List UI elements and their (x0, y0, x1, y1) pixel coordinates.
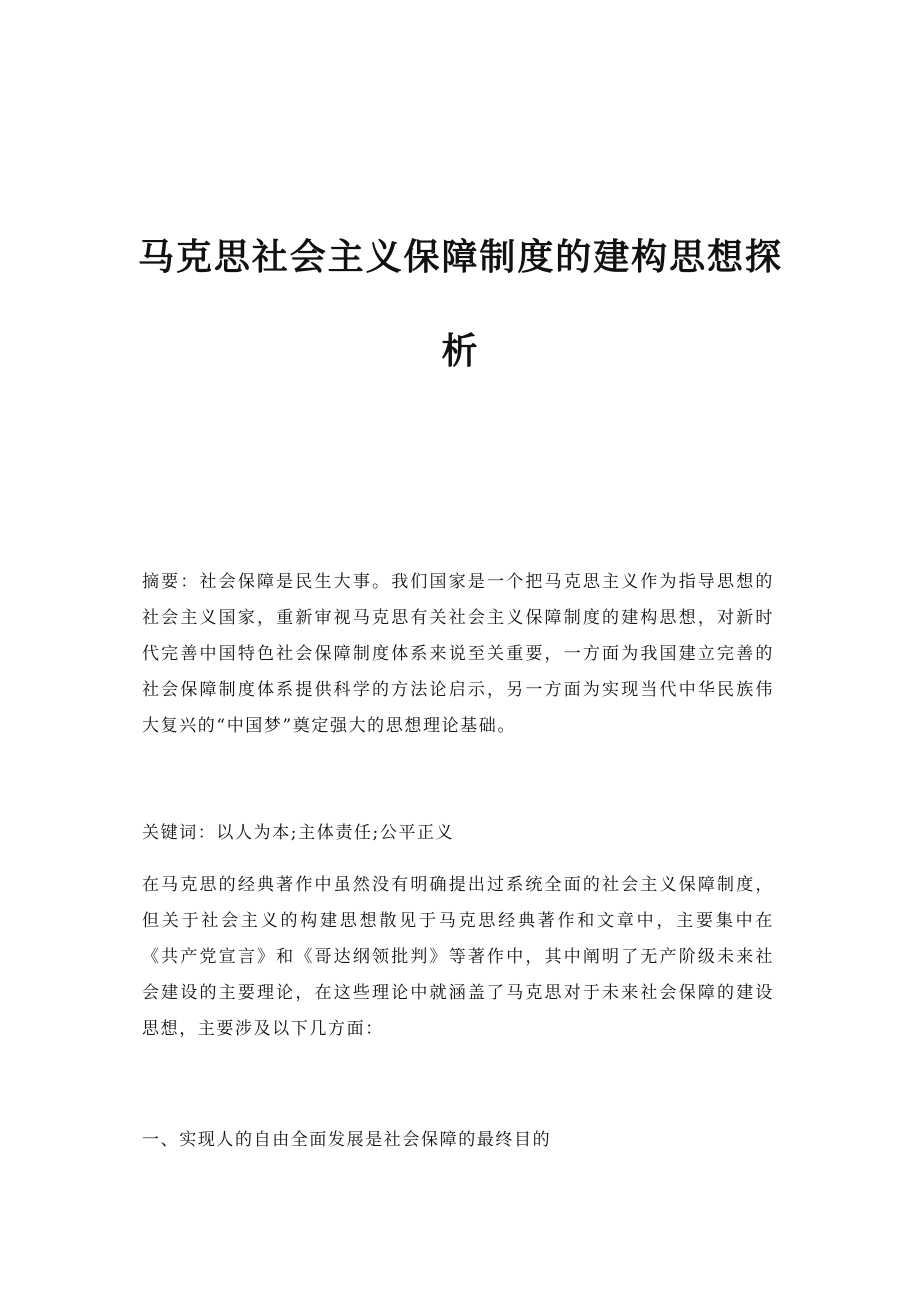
keywords-paragraph: 关键词：以人为本;主体责任;公平正义 (142, 823, 455, 843)
document-title: 马克思社会主义保障制度的建构思想探析 (138, 236, 782, 372)
intro-paragraph: 在马克思的经典著作中虽然没有明确提出过系统全面的社会主义保障制度，但关于社会主义的构建思想散见于马克思经典著作和文章中，主要集中在《共产党宣言》和《哥达纲领批判》等著作中，其中阐明了无产阶级未来社会建设的主要理论，在这些理论中就涵盖了马克思对于未来社会保障的建设思想，主要涉及以下几方面： (142, 875, 774, 1039)
section-heading: 一、实现人的自由全面发展是社会保障的最终目的 (142, 1130, 552, 1150)
abstract-paragraph: 摘要：社会保障是民生大事。我们国家是一个把马克思主义作为指导思想的社会主义国家，重新审视马克思有关社会主义保障制度的建构思想，对新时代完善中国特色社会保障制度体系来说至关重要，一方面为我国建立完善的社会保障制度体系提供科学的方法论启示，另一方面为实现当代中华民族伟大复兴的“中国梦”奠定强大的思想理论基础。 (142, 572, 774, 736)
